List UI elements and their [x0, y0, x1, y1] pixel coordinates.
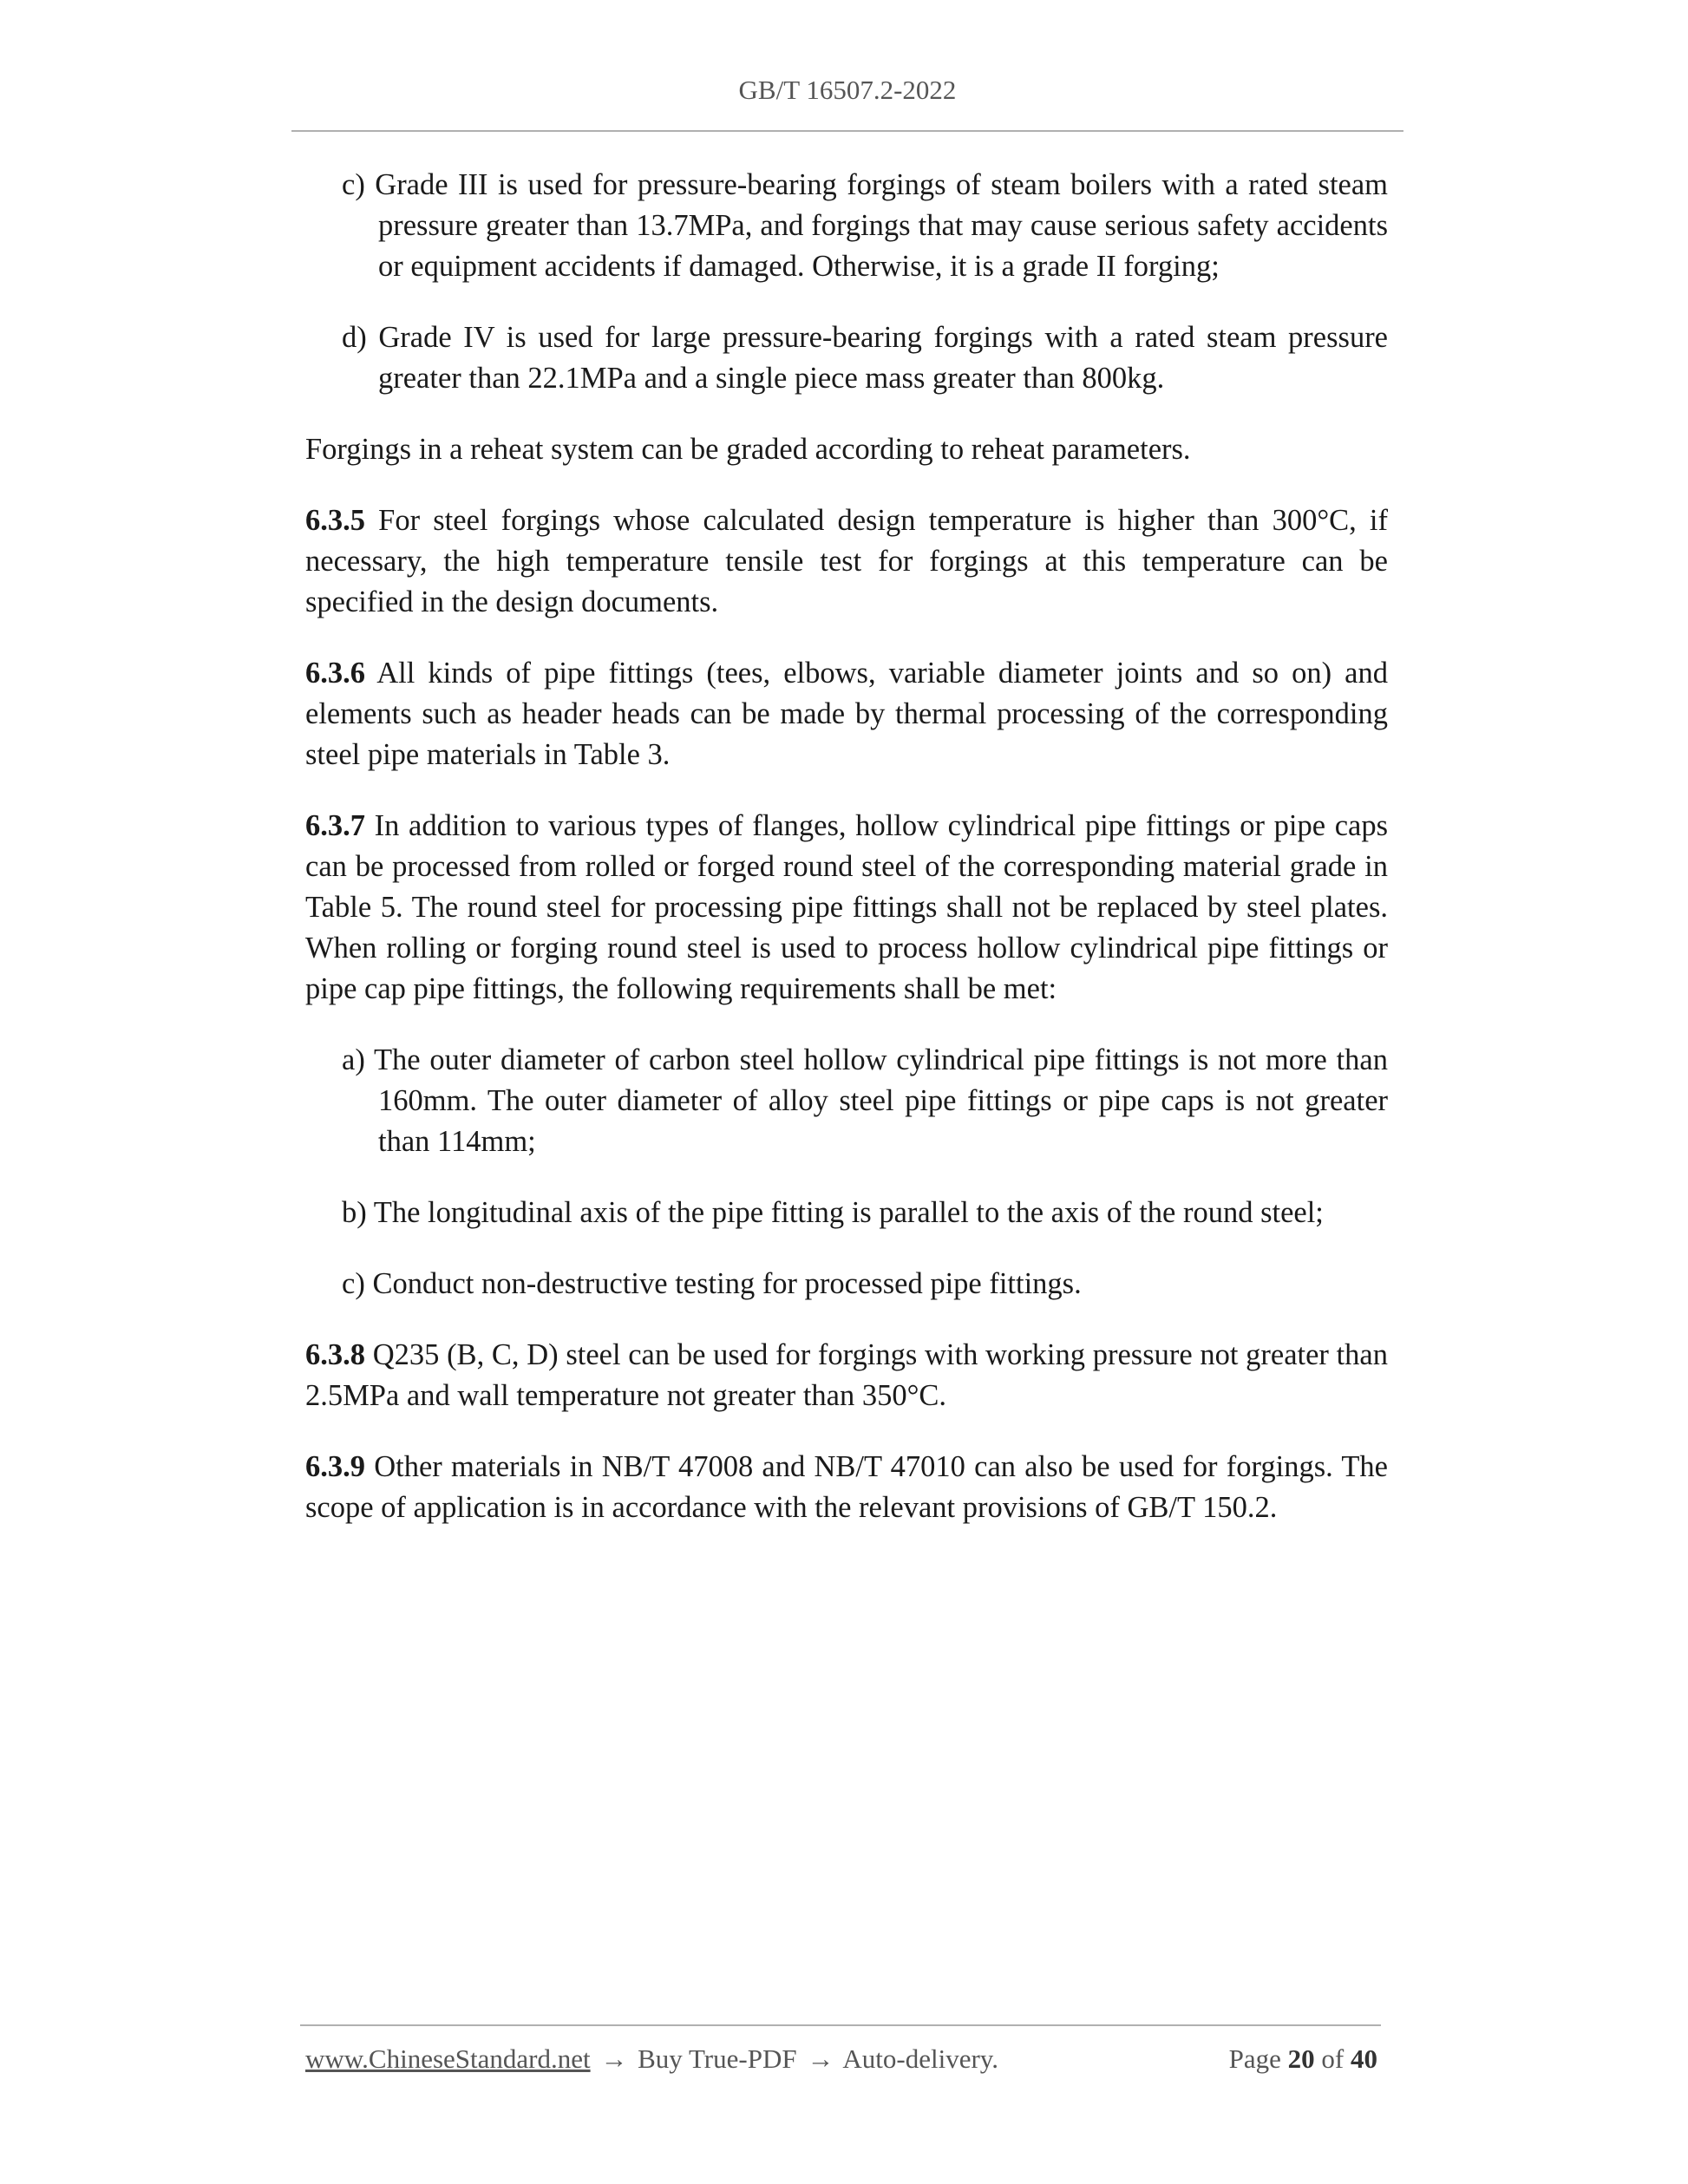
total-pages: 40 [1351, 2043, 1377, 2074]
reheat-note [305, 429, 1388, 470]
list-marker: c) [342, 1267, 365, 1300]
footer-links [305, 2043, 998, 2075]
section-number: 6.3.6 [305, 657, 365, 690]
current-page: 20 [1287, 2043, 1315, 2074]
list-text: Grade IV is used for large pressure-bearing forgings with a rated steam pressure greater than 22.1MPa and a single piece mass greater than 800kg. [378, 321, 1388, 395]
list-marker: a) [342, 1043, 365, 1076]
footer-divider [300, 2024, 1381, 2026]
section-6-3-5 [305, 500, 1388, 623]
page-label: Page [1228, 2043, 1281, 2074]
page-number [1229, 2043, 1377, 2075]
list-item [342, 165, 1388, 287]
list-item [342, 1040, 1388, 1162]
section-6-3-9 [305, 1447, 1388, 1528]
list-item [342, 1193, 1388, 1233]
list-text: The outer diameter of carbon steel hollow cylindrical pipe fittings is not more than 160mm. The outer diameter of alloy steel pipe fittings or pipe caps is not greater than 114mm; [373, 1043, 1388, 1158]
list-marker: b) [342, 1196, 367, 1229]
list-text: The longitudinal axis of the pipe fitting is parallel to the axis of the round steel; [373, 1196, 1324, 1229]
document-body [305, 165, 1388, 1559]
arrow-right-icon: → [600, 2043, 628, 2074]
page-footer [305, 2043, 1377, 2075]
section-6-3-7 [305, 806, 1388, 1010]
website-link[interactable]: www.ChineseStandard.net [305, 2043, 591, 2074]
list-item [342, 1264, 1388, 1305]
section-text: In addition to various types of flanges, hollow cylindrical pipe fittings or pipe caps can be processed from rolled or forged round steel of the corresponding material grade in Table 5. The round steel for processing pipe fittings shall not be replaced by steel plates. When rolling or forging round steel is used to process hollow cylindrical pipe fittings or pipe cap pipe fittings, the following requirements shall be met: [305, 809, 1389, 1005]
section-text: All kinds of pipe fittings (tees, elbows, variable diameter joints and so on) and elements such as header heads can be made by thermal processing of the corresponding steel pipe materials in Table 3. [305, 657, 1388, 771]
list-marker: c) [342, 168, 365, 201]
section-text: For steel forgings whose calculated design temperature is higher than 300°C, if necessary, the high temperature tensile test for forgings at this temperature can be specified in the design documents. [305, 504, 1389, 618]
list-text: Grade III is used for pressure-bearing forgings of steam boilers with a rated steam pressure greater than 13.7MPa, and forgings that may cause serious safety accidents or equipment accidents if damaged. Otherwise, it is a grade II forging; [375, 168, 1388, 283]
list-item [342, 317, 1388, 399]
list-marker: d) [342, 321, 367, 354]
header-divider [291, 130, 1403, 132]
buy-true-pdf-text: Buy True-PDF [638, 2043, 797, 2074]
list-text: Conduct non-destructive testing for processed pipe fittings. [372, 1267, 1082, 1300]
auto-delivery-text: Auto-delivery. [842, 2043, 999, 2074]
section-number: 6.3.9 [305, 1450, 365, 1483]
arrow-right-icon: → [807, 2043, 834, 2074]
section-text: Other materials in NB/T 47008 and NB/T 47010 can also be used for forgings. The scope of application is in accordance with the relevant provisions of GB/T 150.2. [305, 1450, 1388, 1524]
section-text: Q235 (B, C, D) steel can be used for forgings with working pressure not greater than 2.5MPa and wall temperature not greater than 350°C. [305, 1338, 1388, 1412]
section-number: 6.3.7 [305, 809, 365, 842]
section-6-3-6 [305, 653, 1388, 775]
section-number: 6.3.5 [305, 504, 365, 537]
document-header [291, 75, 1403, 106]
section-6-3-8 [305, 1335, 1388, 1416]
section-number: 6.3.8 [305, 1338, 365, 1371]
standard-number: GB/T 16507.2-2022 [738, 75, 957, 105]
paragraph-text: Forgings in a reheat system can be graded according to reheat parameters. [305, 433, 1191, 466]
of-label: of [1321, 2043, 1345, 2074]
